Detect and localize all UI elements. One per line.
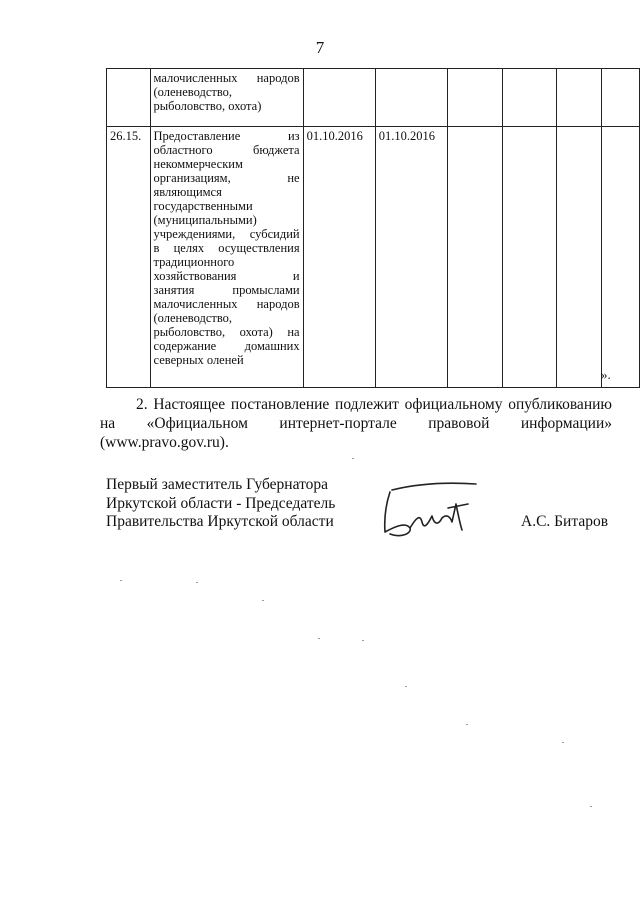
measures-table (106, 68, 640, 388)
signer-title (106, 476, 335, 532)
scan-speck (262, 600, 264, 601)
description-line: содержание домашних (153, 339, 300, 353)
empty-cell (447, 127, 502, 388)
table-row (107, 127, 640, 388)
empty-cell (502, 127, 557, 388)
end-date (375, 69, 447, 127)
description-line: (оленеводство, (153, 85, 233, 99)
description-line: областного бюджета (153, 143, 300, 157)
empty-cell (557, 69, 602, 127)
page-number: 7 (315, 38, 325, 57)
description-line: организациям, не (153, 171, 300, 185)
description-lines (154, 129, 300, 367)
description-line: рыболовство, охота) на (153, 325, 300, 339)
row-number: 26.15. (107, 127, 151, 388)
scan-speck (120, 580, 122, 581)
empty-cell (502, 69, 557, 127)
handwritten-signature (376, 474, 486, 544)
scan-speck (405, 686, 407, 687)
publication-paragraph (100, 395, 612, 452)
empty-cell (601, 127, 639, 388)
signer-title-line: Правительства Иркутской области (106, 513, 334, 530)
description-line: рыболовство, охота) (153, 99, 262, 113)
empty-cell (557, 127, 602, 388)
paragraph-line: (www.pravo.gov.ru). (100, 434, 229, 451)
paragraph-line: на «Официальном интернет-портале правовой информации» (100, 415, 612, 432)
table-row (107, 69, 640, 127)
empty-cell (601, 69, 639, 127)
scan-speck (196, 582, 198, 583)
signer-title-line: Иркутской области - Председатель (106, 494, 336, 512)
scan-speck (318, 638, 320, 639)
row-description (150, 69, 303, 127)
scan-speck (362, 640, 364, 641)
row-description (150, 127, 303, 388)
description-lines (154, 71, 300, 113)
description-line: малочисленных народов (153, 71, 300, 85)
paragraph-line: 2. Настоящее постановление подлежит официальному опубликованию (136, 396, 612, 413)
start-date (303, 69, 375, 127)
empty-cell (447, 69, 502, 127)
description-line: учреждениями, субсидий (153, 227, 300, 241)
description-line: северных оленей (153, 353, 244, 367)
description-line: Предоставление из (153, 129, 300, 143)
start-date: 01.10.2016 (303, 127, 375, 388)
signer-name: А.С. Битаров (521, 513, 609, 530)
scan-speck (352, 458, 354, 459)
description-line: хозяйствования и (153, 269, 300, 283)
scan-speck (562, 742, 564, 743)
closing-quote-mark: ». (601, 367, 611, 382)
end-date: 01.10.2016 (375, 127, 447, 388)
description-line: (муниципальными) (153, 213, 257, 227)
row-number (107, 69, 151, 127)
description-line: государственными (153, 199, 253, 213)
signer-title-line: Первый заместитель Губернатора (106, 476, 329, 493)
description-line: традиционного (153, 255, 235, 269)
description-line: занятия промыслами (153, 283, 300, 297)
description-line: (оленеводство, (153, 311, 233, 325)
scan-speck (590, 806, 592, 807)
description-line: некоммерческим (153, 157, 243, 171)
scan-speck (466, 724, 468, 725)
description-line: малочисленных народов (153, 297, 300, 311)
description-line: в целях осуществления (153, 241, 300, 255)
description-line: являющимся (153, 185, 222, 199)
